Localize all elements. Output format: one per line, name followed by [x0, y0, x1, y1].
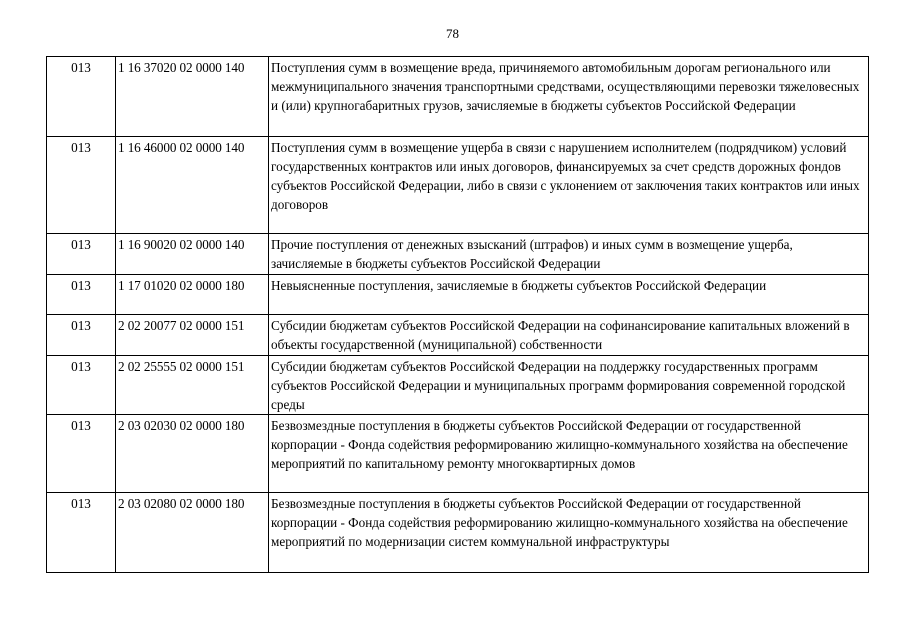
table-row: [47, 493, 869, 573]
budget-code-cell: 2 02 20077 02 0000 151: [116, 315, 269, 356]
budget-code-cell: 2 03 02030 02 0000 180: [116, 415, 269, 493]
revenue-name-cell: Поступления сумм в возмещение ущерба в связи с нарушением исполнителем (подрядчиком) условий государственных контрактов или иных договоров, финансируемых за счет средств дорожных фондов субъектов Российской Федерации, либо в связи с уклонением от заключения таких контрактов или иных договоров: [269, 137, 869, 234]
table-row: [47, 356, 869, 415]
page-number: 78: [446, 26, 459, 41]
revenue-name-cell: Поступления сумм в возмещение вреда, причиняемого автомобильным дорогам регионального или межмуниципального значения транспортными средствами, осуществляющими перевозки тяжеловесных и (или) крупногабаритных грузов, зачисляемые в бюджеты субъектов Российской Федерации: [269, 57, 869, 137]
table-row: [47, 315, 869, 356]
table-row: [47, 234, 869, 275]
revenue-name-cell: Субсидии бюджетам субъектов Российской Федерации на софинансирование капитальных вложений в объекты государственной (муниципальной) собственности: [269, 315, 869, 356]
revenue-name-cell: Безвозмездные поступления в бюджеты субъектов Российской Федерации от государственной корпорации - Фонда содействия реформированию жилищно-коммунального хозяйства на обеспечение мероприятий по капитальному ремонту многоквартирных домов: [269, 415, 869, 493]
admin-code-cell: 013: [47, 315, 116, 356]
budget-code-cell: 1 16 90020 02 0000 140: [116, 234, 269, 275]
admin-code-cell: 013: [47, 137, 116, 234]
revenue-name-cell: Невыясненные поступления, зачисляемые в бюджеты субъектов Российской Федерации: [269, 275, 869, 315]
revenue-name-cell: Безвозмездные поступления в бюджеты субъектов Российской Федерации от государственной корпорации - Фонда содействия реформированию жилищно-коммунального хозяйства на обеспечение мероприятий по модернизации систем коммунальной инфраструктуры: [269, 493, 869, 573]
budget-code-cell: 1 16 46000 02 0000 140: [116, 137, 269, 234]
table-row: [47, 57, 869, 137]
budget-code-cell: 1 17 01020 02 0000 180: [116, 275, 269, 315]
budget-code-cell: 2 02 25555 02 0000 151: [116, 356, 269, 415]
budget-code-cell: 1 16 37020 02 0000 140: [116, 57, 269, 137]
table-row: [47, 137, 869, 234]
admin-code-cell: 013: [47, 275, 116, 315]
revenue-name-cell: Субсидии бюджетам субъектов Российской Федерации на поддержку государственных программ субъектов Российской Федерации и муниципальных программ формирования современной городской среды: [269, 356, 869, 415]
admin-code-cell: 013: [47, 356, 116, 415]
admin-code-cell: 013: [47, 234, 116, 275]
table-row: [47, 415, 869, 493]
revenue-name-cell: Прочие поступления от денежных взысканий (штрафов) и иных сумм в возмещение ущерба, зачисляемые в бюджеты субъектов Российской Федерации: [269, 234, 869, 275]
admin-code-cell: 013: [47, 493, 116, 573]
admin-code-cell: 013: [47, 57, 116, 137]
table-row: [47, 275, 869, 315]
budget-revenue-table: [46, 56, 869, 573]
budget-code-cell: 2 03 02080 02 0000 180: [116, 493, 269, 573]
admin-code-cell: 013: [47, 415, 116, 493]
